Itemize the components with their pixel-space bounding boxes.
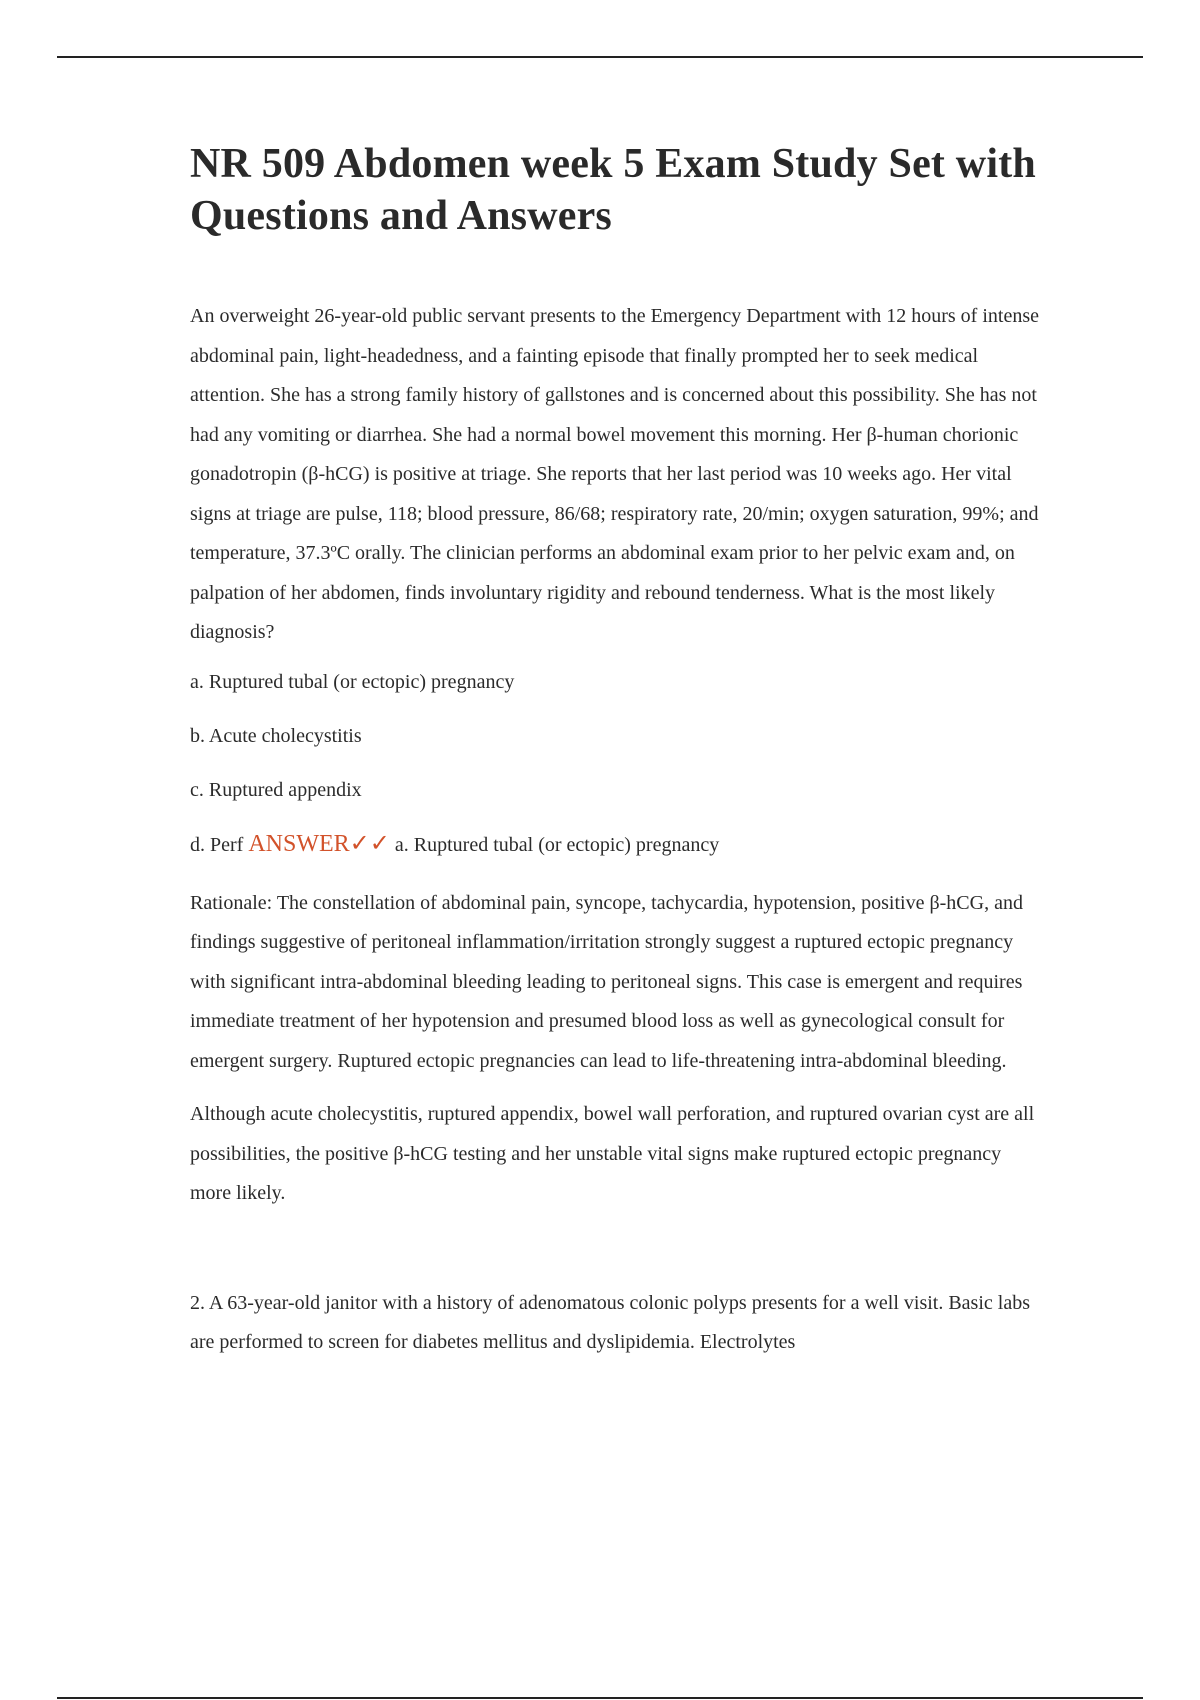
- bottom-rule: [57, 1697, 1143, 1699]
- option-d-prefix: d. Perf: [190, 833, 244, 856]
- question-2-stem: 2. A 63-year-old janitor with a history of adenomatous colonic polyps presents for a well visit. Basic labs are performed to screen for diabetes mellitus and dyslipidemia. Electrolytes: [190, 1291, 1030, 1353]
- option-b: b. Acute cholecystitis: [190, 724, 362, 747]
- followup-paragraph: Although acute cholecystitis, ruptured appendix, bowel wall perforation, and ruptured ovarian cyst are all possibilities, the positive β-hCG testing and her unstable vital signs make ruptured ectopic pregnancy more likely.: [190, 1103, 1035, 1204]
- rationale-paragraph: Rationale: The constellation of abdominal pain, syncope, tachycardia, hypotension, positive β-hCG, and findings suggestive of peritoneal inflammation/irritation strongly suggest a ruptured ectopic pregnancy with significant intra-abdominal bleeding leading to peritoneal signs. This case is emergent and requires immediate treatment of her hypotension and presumed blood loss as well as gynecological consult for emergent surgery. Ruptured ectopic pregnancies can lead to life-threatening intra-abdominal bleeding.: [190, 891, 1023, 1072]
- option-c: c. Ruptured appendix: [190, 778, 362, 801]
- answer-text: a. Ruptured tubal (or ectopic) pregnancy: [394, 833, 720, 856]
- question-1-stem: An overweight 26-year-old public servant presents to the Emergency Department with 12 hours of intense abdominal pain, light-headedness, and a fainting episode that finally prompted her to seek medical attention. She has a strong family history of gallstones and is concerned about this possibility. She has not had any vomiting or diarrhea. She had a normal bowel movement this morning. Her β-human chorionic gonadotropin (β-hCG) is positive at triage. She reports that her last period was 10 weeks ago. Her vital signs at triage are pulse, 118; blood pressure, 86/68; respiratory rate, 20/min; oxygen saturation, 99%; and temperature, 37.3ºC orally. The clinician performs an abdominal exam prior to her pelvic exam and, on palpation of her abdomen, finds involuntary rigidity and rebound tenderness. What is the most likely diagnosis?: [190, 305, 1039, 643]
- answer-line: [190, 829, 1040, 860]
- answer-label: ANSWER✓✓: [248, 830, 390, 857]
- top-rule: [57, 56, 1143, 58]
- option-a: a. Ruptured tubal (or ectopic) pregnancy: [190, 670, 515, 693]
- document-title: NR 509 Abdomen week 5 Exam Study Set with Questions and Answers: [190, 141, 1036, 239]
- document-page: [190, 138, 1040, 1363]
